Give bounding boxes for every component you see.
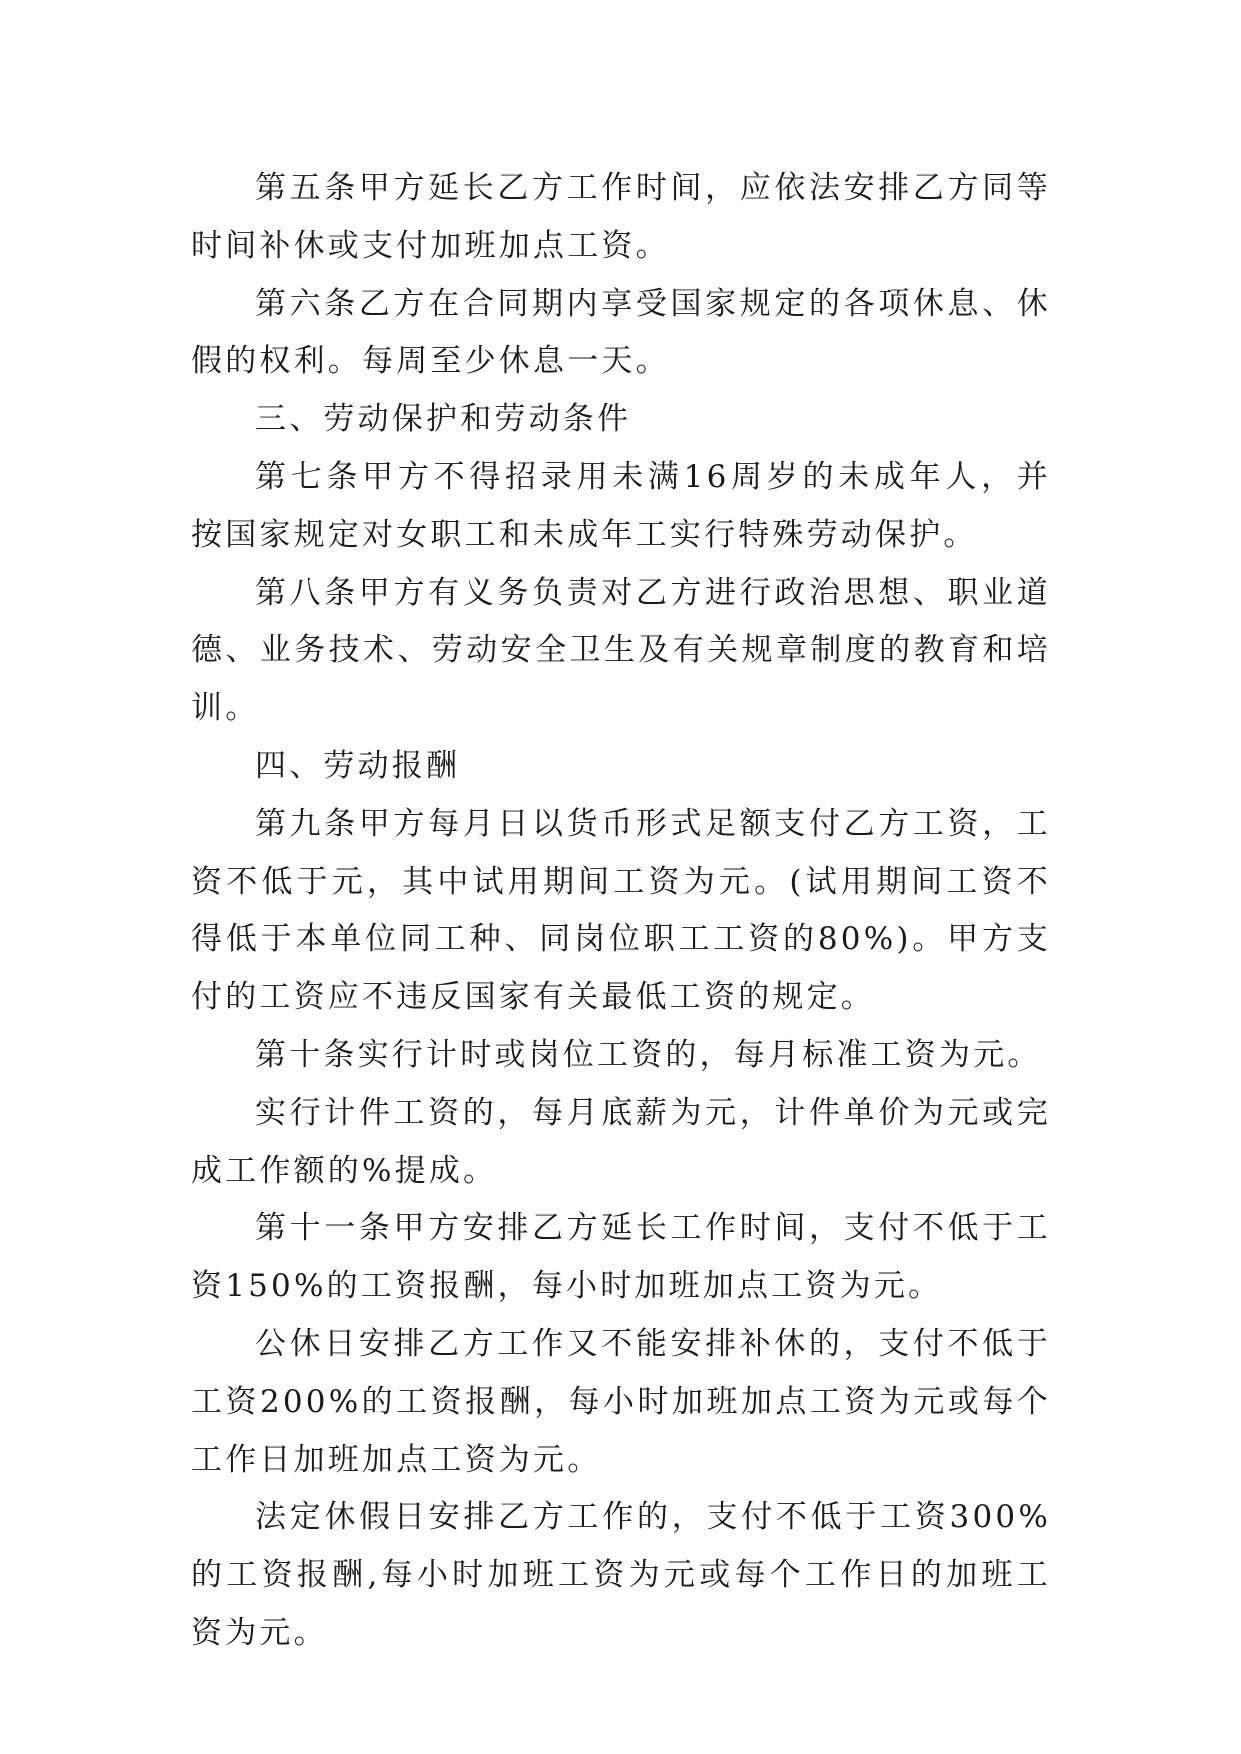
article-7-paragraph: 第七条甲方不得招录用未满16周岁的未成年人，并按国家规定对女职工和未成年工实行特殊劳动保护。 (191, 458, 1051, 553)
rest-day-overtime-paragraph: 公休日安排乙方工作又不能安排补休的，支付不低于工资200%的工资报酬，每小时加班加点工资为元或每个工作日加班加点工资为元。 (191, 1325, 1051, 1478)
holiday-overtime-paragraph: 法定休假日安排乙方工作的，支付不低于工资300%的工资报酬,每小时加班工资为元或每个工作日的加班工资为元。 (191, 1499, 1051, 1651)
piece-rate-paragraph: 实行计件工资的，每月底薪为元，计件单价为元或完成工作额的%提成。 (191, 1094, 1051, 1189)
section-3-heading: 三、劳动保护和劳动条件 (255, 401, 632, 438)
article-5-paragraph: 第五条甲方延长乙方工作时间，应依法安排乙方同等时间补休或支付加班加点工资。 (191, 170, 1051, 264)
article-8-paragraph: 第八条甲方有义务负责对乙方进行政治思想、职业道德、业务技术、劳动安全卫生及有关规章制度的教育和培训。 (191, 574, 1051, 727)
article-6-paragraph: 第六条乙方在合同期内享受国家规定的各项休息、休假的权利。每周至少休息一天。 (191, 285, 1051, 380)
article-11-paragraph: 第十一条甲方安排乙方延长工作时间，支付不低于工资150%的工资报酬，每小时加班加点工资为元。 (191, 1210, 1051, 1305)
document-body (191, 160, 1051, 1663)
article-9-paragraph: 第九条甲方每月日以货币形式足额支付乙方工资，工资不低于元，其中试用期间工资为元。(试用期间工资不得低于本单位同工种、同岗位职工工资的80%)。甲方支付的工资应不违反国家有关最低工资的规定。 (191, 805, 1051, 1016)
article-10-paragraph: 第十条实行计时或岗位工资的，每月标准工资为元。 (255, 1036, 1042, 1073)
section-4-heading: 四、劳动报酬 (255, 747, 461, 784)
